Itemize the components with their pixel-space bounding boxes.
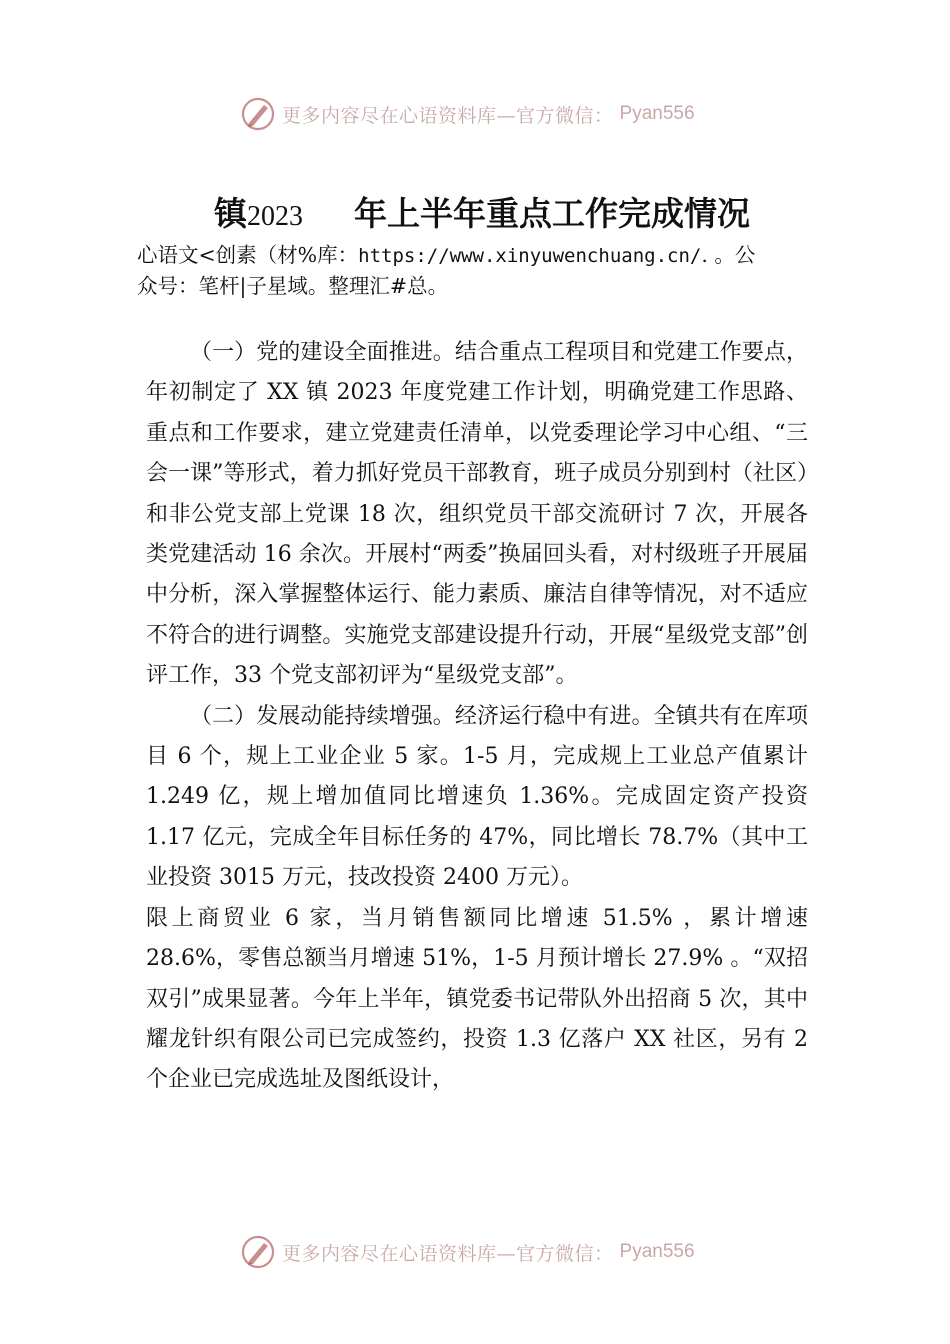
- title-rest: 年上半年重点工作完成情况: [354, 194, 750, 233]
- page-title: [214, 188, 814, 234]
- pen-seal-icon: [240, 1234, 276, 1270]
- watermark-wechat-id: Pyan556: [619, 1241, 695, 1262]
- watermark-text: 更多内容尽在心语资料库—官方微信：: [282, 104, 614, 127]
- paragraph-development: （二）发展动能持续增强。经济运行稳中有进。全镇共有在库项目 6 个，规上工业企业 5 家。1-5 月，完成规上工业总产值累计 1.249 亿，规上增加值同比增速负 1.36%。完成固定资产投资 1.17 亿元，完成全年目标任务的 47%，同比增长 78.7%（其中工业投资 3015 万元，技改投资 2400 万元）。: [146, 703, 808, 891]
- title-town: 镇: [214, 194, 247, 233]
- paragraph-party-building: （一）党的建设全面推进。结合重点工程项目和党建工作要点，年初制定了 XX 镇 2023 年度党建工作计划，明确党建工作思路、重点和工作要求，建立党建责任清单，以党委理论学习中心组、“三会一课”等形式，着力抓好党员干部教育，班子成员分别到村（社区）和非公党支部上党课 18 次，组织党员干部交流研讨 7 次，开展各类党建活动 16 余次。开展村“两委”换届回头看，对村级班子开展届中分析，深入掌握整体运行、能力素质、廉洁自律等情况，对不适应不符合的进行调整。实施党支部建设提升行动，开展“星级党支部”创评工作，33 个党支部初评为“星级党支部”。: [146, 340, 808, 689]
- pen-seal-icon: [240, 96, 276, 132]
- source-text-b: . 。公: [701, 243, 756, 267]
- source-text-a: 心语文<创素（材%库：: [137, 243, 359, 267]
- source-note: [137, 240, 837, 301]
- source-line-1: [137, 240, 837, 271]
- source-line-2: 众号：笔杆|子星域。整理汇#总。: [137, 274, 449, 298]
- watermark-text: 更多内容尽在心语资料库—官方微信：: [282, 1242, 614, 1265]
- paragraph-commerce: 限上商贸业 6 家，当月销售额同比增速 51.5% ，累计增速 28.6%，零售总额当月增速 51%，1-5 月预计增长 27.9% 。“双招双引”成果显著。今年上半年，镇党委书记带队外出招商 5 次，其中耀龙针织有限公司已完成签约，投资 1.3 亿落户 XX 社区，另有 2 个企业已完成选址及图纸设计，: [146, 905, 808, 1093]
- document-body: [146, 333, 808, 1101]
- title-prefix: [214, 188, 303, 235]
- source-url[interactable]: https://www.xinyuwenchuang.cn/: [358, 245, 702, 267]
- watermark-footer: [240, 1232, 760, 1272]
- watermark-header: [240, 94, 760, 134]
- watermark-wechat-id: Pyan556: [619, 103, 695, 124]
- title-year: 2023: [247, 201, 303, 232]
